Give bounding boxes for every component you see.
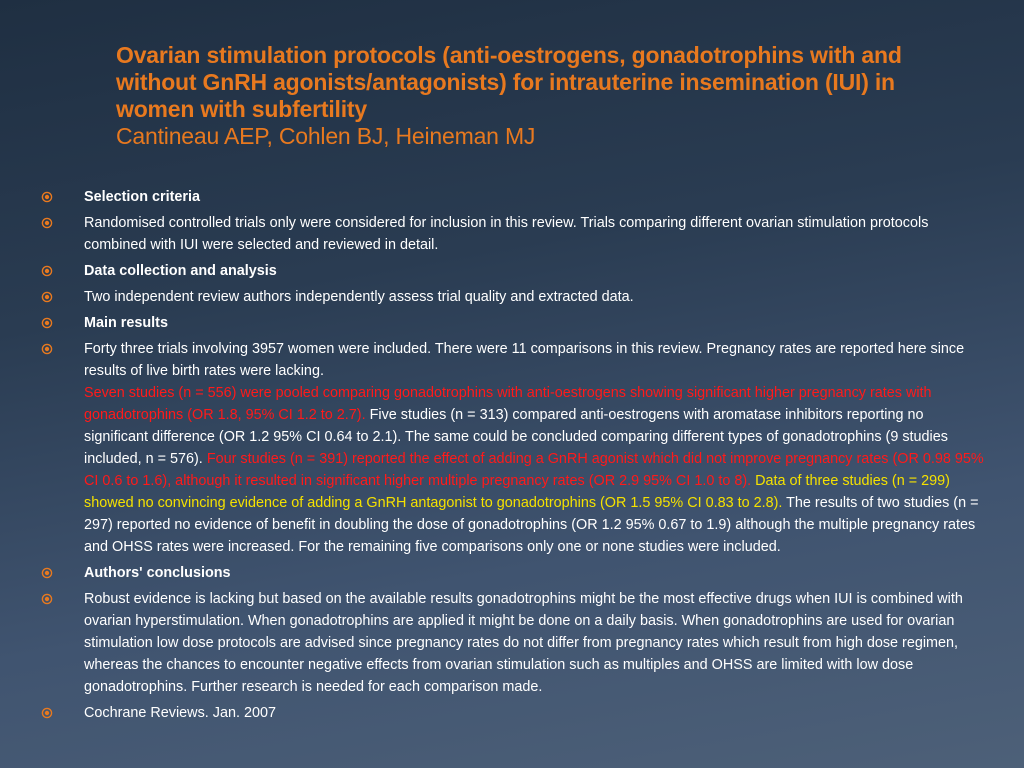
body-text: Randomised controlled trials only were considered for inclusion in this review. Trials comparing different ovarian stimulation protocols combined with IUI were selected and reviewed in detail. — [84, 215, 929, 253]
body-text: Two independent review authors independently assess trial quality and extracted data. — [84, 289, 634, 305]
content-list — [40, 186, 990, 728]
list-item-results-text — [40, 338, 990, 558]
list-item-data-heading — [40, 260, 990, 282]
results-normal-2: The results of two studies (n = 297) reported no evidence of benefit in doubling the dose of gonadotrophins (OR 1.2 95% 0.67 to 1.9) although the multiple pregnancy rates and OHSS rates were increased. For the remaining five comparisons only one or none studies were included. — [84, 495, 979, 555]
circle-dot-bullet-icon — [41, 191, 53, 203]
circle-dot-bullet-icon — [41, 265, 53, 277]
list-item-source — [40, 702, 990, 724]
circle-dot-bullet-icon — [41, 567, 53, 579]
results-highlight-red-2: Four studies (n = 391) reported the effect of adding a GnRH agonist which did not improve pregnancy rates (OR 0.98 95% CI 0.6 to 1.6), although it resulted in significant higher multiple pregnancy rates (OR 2.9 95% CI 1.0 to 8). — [84, 451, 984, 489]
heading-text: Selection criteria — [84, 189, 200, 205]
results-highlight-yellow-1: Data of three studies (n = 299) showed no convincing evidence of adding a GnRH antagonist to gonadotrophins (OR 1.5 95% CI 0.83 to 2.8). — [84, 473, 950, 511]
circle-dot-bullet-icon — [41, 593, 53, 605]
circle-dot-bullet-icon — [41, 343, 53, 355]
circle-dot-bullet-icon — [41, 707, 53, 719]
list-item-data-text — [40, 286, 990, 308]
list-item-conclusions-text — [40, 588, 990, 698]
heading-text: Data collection and analysis — [84, 263, 277, 279]
title-authors: Cantineau AEP, Cohlen BJ, Heineman MJ — [116, 123, 536, 149]
list-item-selection-text — [40, 212, 990, 256]
circle-dot-bullet-icon — [41, 217, 53, 229]
results-intro: Forty three trials involving 3957 women were included. There were 11 comparisons in this review. Pregnancy rates are reported here since results of live birth rates were lacking. — [84, 341, 965, 379]
list-item-conclusions-heading — [40, 562, 990, 584]
title-main: Ovarian stimulation protocols (anti-oestrogens, gonadotrophins with and without GnRH agonists/antagonists) for intrauterine insemination (IUI) in women with subfertility — [116, 42, 902, 122]
heading-text: Main results — [84, 315, 168, 331]
body-text: Robust evidence is lacking but based on the available results gonadotrophins might be the most effective drugs when IUI is combined with ovarian hyperstimulation. When gonadotrophins are applied it might be done on a daily basis. When gonadotrophins are used for ovarian stimulation low dose protocols are advised since pregnancy rates do not differ from pregnancy rates which result from high dose regimen, whereas the chances to encounter negative effects from ovarian stimulation such as multiples and OHSS are limited with low dose gonadotrophins. Further research is needed for each comparison made. — [84, 591, 963, 695]
heading-text: Authors' conclusions — [84, 565, 231, 581]
list-item-selection-heading — [40, 186, 990, 208]
list-item-results-heading — [40, 312, 990, 334]
results-normal-1: Five studies (n = 313) compared anti-oestrogens with aromatase inhibitors reporting no significant difference (OR 1.2 95% CI 0.64 to 2.1). The same could be concluded comparing different types of gonadotrophins (9 studies included, n = 576). — [84, 407, 948, 467]
source-text: Cochrane Reviews. Jan. 2007 — [84, 705, 276, 721]
circle-dot-bullet-icon — [41, 317, 53, 329]
circle-dot-bullet-icon — [41, 291, 53, 303]
slide-title — [116, 42, 976, 150]
results-highlight-red-1: Seven studies (n = 556) were pooled comparing gonadotrophins with anti-oestrogens showing significant higher pregnancy rates with gonadotrophins (OR 1.8, 95% CI 1.2 to 2.7). — [84, 385, 932, 423]
